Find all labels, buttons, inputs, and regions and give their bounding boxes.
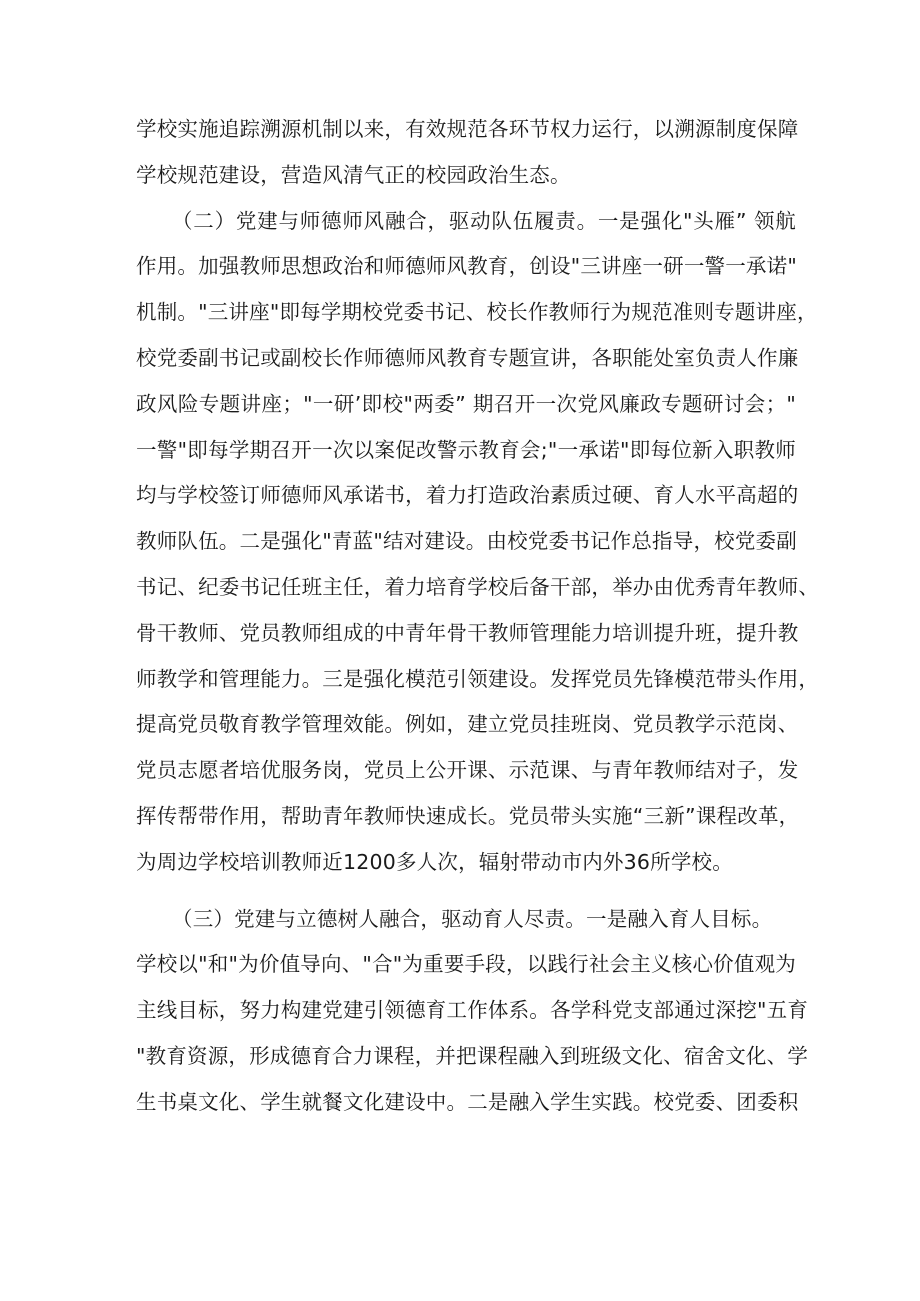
text-line: 均与学校签订师德师风承诺书，着力打造政治素质过硬、育人水平高超的 <box>136 483 799 508</box>
text-line: 挥传帮带作用，帮助青年教师快速成长。党员带头实施“三新”课程改革， <box>136 803 800 828</box>
text-line: 作用。加强教师思想政治和师德师风教育，创设"三讲座一研一警一承诺" <box>136 254 797 279</box>
paragraph-3 <box>136 897 809 1126</box>
paragraph-1 <box>136 107 799 199</box>
text-line: 机制。"三讲座"即每学期校党委书记、校长作教师行为规范准则专题讲座， <box>136 300 818 325</box>
body-text <box>136 107 820 1126</box>
text-line: 学校以"和"为价值导向、"合"为重要手段，以践行社会主义核心价值观为 <box>136 952 796 977</box>
text-line: 学校规范建设，营造风清气正的校园政治生态。 <box>136 162 571 187</box>
text-line: 师教学和管理能力。三是强化模范引领建设。发挥党员先锋模范带头作用， <box>136 666 820 691</box>
text-line: 提高党员敬育教学管理效能。例如，建立党员挂班岗、党员教学示范岗、 <box>136 712 799 737</box>
text-line: 书记、纪委书记任班主任，着力培育学校后备干部，举办由优秀青年教师、 <box>136 574 820 599</box>
text-line: 党员志愿者培优服务岗，党员上公开课、示范课、与青年教师结对子，发 <box>136 758 799 783</box>
text-line: 主线目标，努力构建党建引领德育工作体系。各学科党支部通过深挖"五育 <box>136 998 809 1023</box>
text-line: 一警"即每学期召开一次以案促改警示教育会;"一承诺"即每位新入职教师 <box>136 437 796 462</box>
text-line: （三）党建与立德树人融合，驱动育人尽责。一是融入育人目标。 <box>172 906 773 931</box>
text-line: 为周边学校培训教师近1200多人次，辐射带动市内外36所学校。 <box>136 849 733 874</box>
text-line: 政风险专题讲座；"一研’即校"两委” 期召开一次党风廉政专题研讨会；" <box>136 391 796 416</box>
paragraph-gap <box>136 886 796 897</box>
text-line: "教育资源，形成德育合力课程，并把课程融入到班级文化、宿舍文化、学 <box>136 1043 809 1068</box>
text-line: 学校实施追踪溯源机制以来，有效规范各环节权力运行，以溯源制度保障 <box>136 117 799 141</box>
text-line: 校党委副书记或副校长作师德师风教育专题宣讲，各职能处室负责人作廉 <box>136 345 799 370</box>
text-line: 教师队伍。二是强化"青蓝"结对建设。由校党委书记作总指导，校党委副 <box>136 529 797 554</box>
text-line: 骨干教师、党员教师组成的中青年骨干教师管理能力培训提升班，提升教 <box>136 620 799 645</box>
paragraph-2 <box>136 199 820 886</box>
text-line: （二）党建与师德师风融合，驱动队伍履责。一是强化"头雁” 领航 <box>172 208 796 233</box>
text-line: 生书桌文化、学生就餐文化建设中。二是融入学生实践。校党委、团委积 <box>136 1089 799 1114</box>
